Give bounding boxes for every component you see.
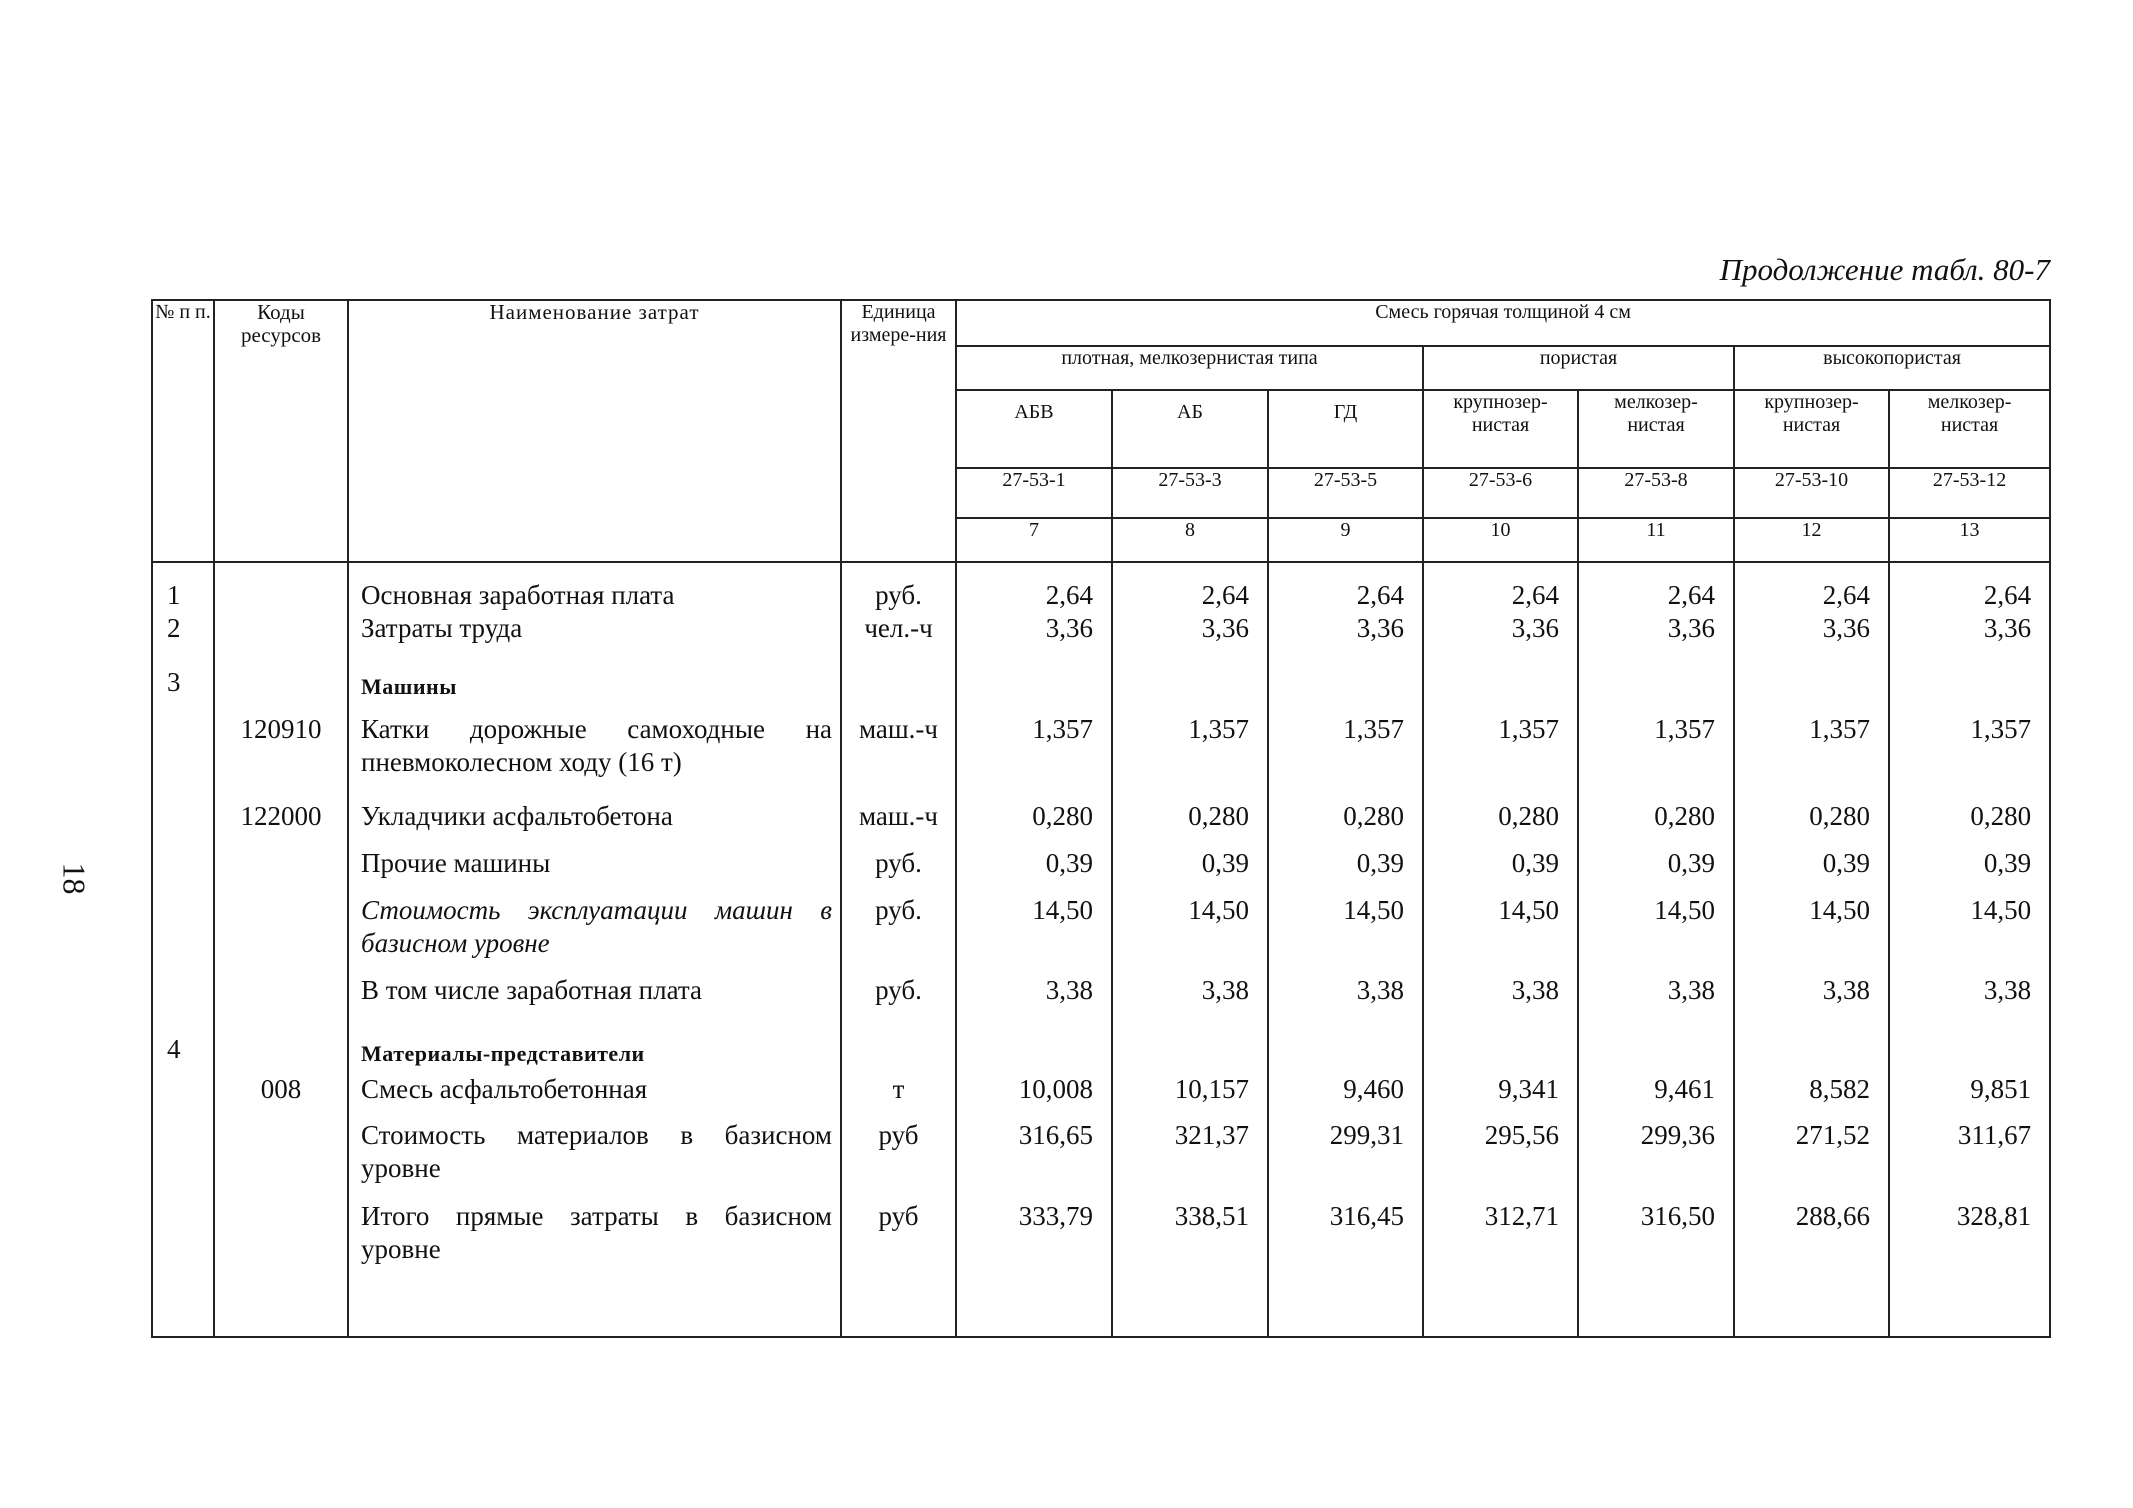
header-mix: Смесь горячая толщиной 4 см <box>956 300 2050 346</box>
header-code: 27-53-10 <box>1734 468 1889 518</box>
row-value: 0,280 <box>1343 801 1404 831</box>
col-val-stack <box>1269 563 1404 1336</box>
col-unit-stack <box>842 563 955 1336</box>
row-num: 3 <box>167 667 181 697</box>
row-value: 328,81 <box>1956 1201 2032 1231</box>
row-value: 14,50 <box>1970 895 2032 925</box>
row-value: 14,50 <box>1654 895 1715 925</box>
header-code: 27-53-8 <box>1578 468 1734 518</box>
header-sub: ГД <box>1268 390 1423 468</box>
row-unit: руб <box>878 1201 919 1231</box>
row-value: 299,36 <box>1640 1120 1715 1150</box>
col-code <box>214 562 348 1337</box>
col-val <box>1112 562 1268 1337</box>
col-val <box>1734 562 1889 1337</box>
header-code: 27-53-5 <box>1268 468 1423 518</box>
row-value: 3,36 <box>1983 613 2032 643</box>
row-value: 14,50 <box>1809 895 1870 925</box>
header-codes: Коды ресурсов <box>214 300 348 562</box>
row-value: 1,357 <box>1809 714 1870 744</box>
row-unit: руб <box>878 1120 919 1150</box>
col-val-stack <box>1113 563 1249 1336</box>
row-num: 4 <box>167 1034 181 1064</box>
row-value: 0,280 <box>1809 801 1870 831</box>
header-code: 27-53-6 <box>1423 468 1578 518</box>
row-value: 2,64 <box>1511 580 1559 610</box>
cost-table <box>151 299 2051 1338</box>
row-code: 120910 <box>240 714 322 744</box>
row-unit: чел.-ч <box>864 613 933 643</box>
row-value: 14,50 <box>1343 895 1404 925</box>
row-value: 0,39 <box>1201 848 1249 878</box>
col-name <box>348 562 841 1337</box>
row-value: 3,38 <box>1045 975 1093 1005</box>
row-name: Прочие машины <box>361 848 551 878</box>
row-name: Основная заработная плата <box>361 580 675 610</box>
row-value: 9,460 <box>1343 1074 1404 1104</box>
row-value: 321,37 <box>1174 1120 1249 1150</box>
header-sub: крупнозер-нистая <box>1423 390 1578 468</box>
row-value: 3,38 <box>1201 975 1249 1005</box>
row-value: 10,008 <box>1018 1074 1093 1104</box>
header-unit: Единица измере-ния <box>841 300 956 562</box>
row-value: 8,582 <box>1809 1074 1870 1104</box>
row-value: 3,38 <box>1511 975 1559 1005</box>
row-value: 10,157 <box>1174 1074 1249 1104</box>
header-sub: мелкозер-нистая <box>1889 390 2050 468</box>
row-value: 3,38 <box>1667 975 1715 1005</box>
row-value: 3,36 <box>1356 613 1404 643</box>
row-name: Стоимость материалов в базисном уровне <box>361 1120 832 1183</box>
row-value: 295,56 <box>1484 1120 1559 1150</box>
header-sub: АБ <box>1112 390 1268 468</box>
row-unit: маш.-ч <box>859 714 938 744</box>
row-value: 0,39 <box>1356 848 1404 878</box>
row-value: 1,357 <box>1032 714 1093 744</box>
row-num: 2 <box>167 613 181 643</box>
header-group-porous: пористая <box>1423 346 1734 390</box>
header-group-dense: плотная, мелкозернистая типа <box>956 346 1423 390</box>
row-value: 3,36 <box>1201 613 1249 643</box>
header-code: 27-53-3 <box>1112 468 1268 518</box>
row-value: 3,38 <box>1822 975 1870 1005</box>
row-value: 316,45 <box>1329 1201 1404 1231</box>
row-unit: руб. <box>875 580 922 610</box>
header-sub: крупнозер-нистая <box>1734 390 1889 468</box>
header-group-highporous: высокопористая <box>1734 346 2050 390</box>
header-colnum: 9 <box>1268 518 1423 562</box>
row-value: 9,461 <box>1654 1074 1715 1104</box>
row-value: 2,64 <box>1667 580 1715 610</box>
header-colnum: 12 <box>1734 518 1889 562</box>
row-value: 311,67 <box>1957 1120 2032 1150</box>
row-value: 1,357 <box>1498 714 1559 744</box>
row-value: 3,36 <box>1045 613 1093 643</box>
row-value: 0,280 <box>1970 801 2032 831</box>
row-value: 0,39 <box>1822 848 1870 878</box>
row-value: 0,280 <box>1032 801 1093 831</box>
row-unit: руб. <box>875 848 922 878</box>
col-code-stack <box>215 563 347 1336</box>
col-num <box>152 562 214 1337</box>
row-name: Смесь асфальтобетонная <box>361 1074 648 1104</box>
row-value: 0,280 <box>1188 801 1249 831</box>
col-val <box>1889 562 2050 1337</box>
col-val <box>1268 562 1423 1337</box>
header-colnum: 8 <box>1112 518 1268 562</box>
header-num: № п п. <box>152 300 214 562</box>
row-value: 3,36 <box>1511 613 1559 643</box>
row-name: Катки дорожные самоходные на пневмоколесном ходу (16 т) <box>361 714 832 777</box>
row-value: 0,39 <box>1511 848 1559 878</box>
header-sub: мелкозер-нистая <box>1578 390 1734 468</box>
row-code: 122000 <box>240 801 322 831</box>
col-val-stack <box>1735 563 1870 1336</box>
header-sub: АБВ <box>956 390 1112 468</box>
row-value: 2,64 <box>1356 580 1404 610</box>
row-value: 1,357 <box>1970 714 2032 744</box>
row-value: 3,38 <box>1983 975 2032 1005</box>
col-val-stack <box>1890 563 2031 1336</box>
col-num-stack <box>167 563 213 1336</box>
row-value: 9,851 <box>1970 1074 2032 1104</box>
row-value: 2,64 <box>1983 580 2032 610</box>
header-colnum: 13 <box>1889 518 2050 562</box>
row-value: 1,357 <box>1188 714 1249 744</box>
row-value: 0,39 <box>1983 848 2032 878</box>
row-value: 1,357 <box>1654 714 1715 744</box>
row-unit: маш.-ч <box>859 801 938 831</box>
row-value: 3,36 <box>1822 613 1870 643</box>
col-val <box>956 562 1112 1337</box>
row-num: 1 <box>167 580 181 610</box>
col-unit <box>841 562 956 1337</box>
row-name: Материалы-представители <box>361 1041 645 1066</box>
row-name: В том числе заработная плата <box>361 975 702 1005</box>
row-value: 3,38 <box>1356 975 1404 1005</box>
row-value: 316,50 <box>1640 1201 1715 1231</box>
row-name: Стоимость эксплуатации машин в базисном уровне <box>361 895 832 958</box>
row-value: 2,64 <box>1822 580 1870 610</box>
row-value: 0,39 <box>1667 848 1715 878</box>
header-code: 27-53-12 <box>1889 468 2050 518</box>
row-value: 2,64 <box>1045 580 1093 610</box>
row-value: 0,39 <box>1045 848 1093 878</box>
row-value: 312,71 <box>1484 1201 1559 1231</box>
row-value: 2,64 <box>1201 580 1249 610</box>
header-colnum: 11 <box>1578 518 1734 562</box>
col-name-stack <box>361 563 832 1336</box>
header-code: 27-53-1 <box>956 468 1112 518</box>
table-caption: Продолжение табл. 80-7 <box>1719 252 2050 287</box>
row-value: 316,65 <box>1018 1120 1093 1150</box>
row-value: 0,280 <box>1654 801 1715 831</box>
row-value: 299,31 <box>1329 1120 1404 1150</box>
row-value: 0,280 <box>1498 801 1559 831</box>
col-val-stack <box>1424 563 1559 1336</box>
col-val <box>1578 562 1734 1337</box>
row-value: 333,79 <box>1018 1201 1093 1231</box>
row-unit: руб. <box>875 895 922 925</box>
page-number: 18 <box>56 862 93 895</box>
row-value: 14,50 <box>1498 895 1559 925</box>
row-value: 1,357 <box>1343 714 1404 744</box>
col-val <box>1423 562 1578 1337</box>
row-code: 008 <box>260 1074 302 1104</box>
header-colnum: 10 <box>1423 518 1578 562</box>
row-name: Итого прямые затраты в базисном уровне <box>361 1201 832 1264</box>
row-name: Машины <box>361 674 457 699</box>
row-value: 14,50 <box>1188 895 1249 925</box>
col-val-stack <box>957 563 1093 1336</box>
col-val-stack <box>1579 563 1715 1336</box>
row-value: 14,50 <box>1032 895 1093 925</box>
header-colnum: 7 <box>956 518 1112 562</box>
row-value: 9,341 <box>1498 1074 1559 1104</box>
row-unit: руб. <box>875 975 922 1005</box>
row-value: 271,52 <box>1795 1120 1870 1150</box>
row-name: Затраты труда <box>361 613 523 643</box>
row-value: 288,66 <box>1795 1201 1870 1231</box>
row-value: 3,36 <box>1667 613 1715 643</box>
header-name: Наименование затрат <box>348 300 841 562</box>
row-value: 338,51 <box>1174 1201 1249 1231</box>
row-name: Укладчики асфальтобетона <box>361 801 673 831</box>
row-unit: т <box>892 1074 905 1104</box>
